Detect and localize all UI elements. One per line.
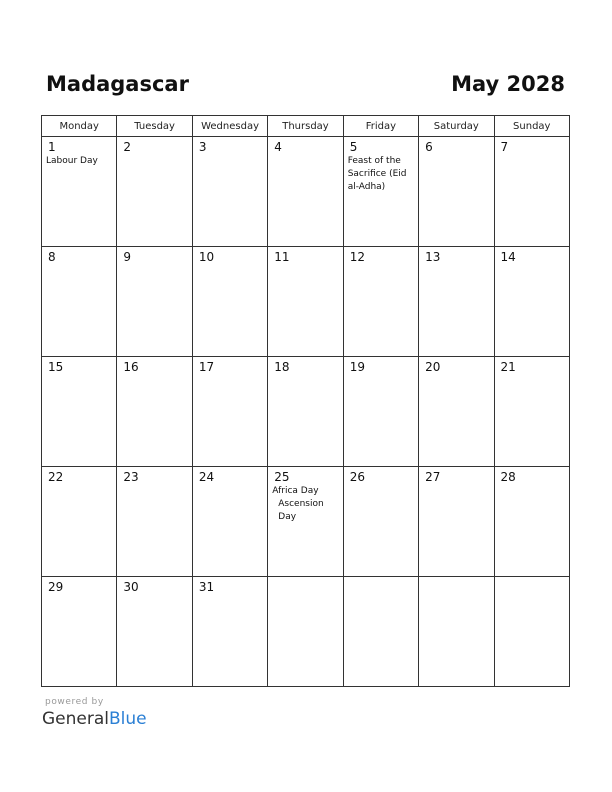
day-cell <box>268 467 343 577</box>
weekday-header: Friday <box>343 116 418 137</box>
day-cell <box>268 357 343 467</box>
weekday-header-row <box>42 116 570 137</box>
day-number: 19 <box>349 360 365 374</box>
day-number: 28 <box>500 470 516 484</box>
day-number: 4 <box>274 140 282 154</box>
holiday-label: Feast of the Sacrifice (Eid al-Adha) <box>347 156 407 192</box>
weekday-header: Thursday <box>268 116 343 137</box>
week-row <box>42 357 570 467</box>
day-cell <box>268 247 343 357</box>
day-number: 12 <box>349 250 365 264</box>
day-number: 2 <box>123 140 132 154</box>
day-number: 25 <box>274 470 290 484</box>
day-number: 23 <box>123 470 139 484</box>
weekday-header: Monday <box>42 116 117 137</box>
generalblue-logo <box>42 708 147 730</box>
day-number: 17 <box>198 360 215 374</box>
day-cell <box>494 357 569 467</box>
day-cell <box>42 467 117 577</box>
holiday-label: Africa Day <box>272 486 319 496</box>
day-number: 30 <box>123 580 139 594</box>
day-number: 22 <box>48 470 64 484</box>
day-cell <box>192 357 267 467</box>
day-cell <box>117 357 192 467</box>
powered-by-text: powered by <box>45 697 104 707</box>
day-number: 31 <box>198 580 215 594</box>
day-cell <box>419 357 494 467</box>
day-number: 11 <box>274 250 290 264</box>
day-cell-empty <box>494 577 569 687</box>
day-number: 3 <box>198 140 207 154</box>
logo-text-blue: Blue <box>109 709 147 729</box>
day-cell <box>419 467 494 577</box>
weekday-header: Tuesday <box>117 116 192 137</box>
week-row <box>42 577 570 687</box>
day-number: 14 <box>500 250 516 264</box>
day-number: 20 <box>425 360 441 374</box>
day-events <box>268 484 342 524</box>
day-cell <box>42 137 117 247</box>
day-cell <box>494 247 569 357</box>
day-cell <box>42 357 117 467</box>
day-cell <box>117 247 192 357</box>
day-cell <box>268 137 343 247</box>
day-cell <box>419 247 494 357</box>
calendar-grid <box>41 115 570 687</box>
day-cell <box>419 137 494 247</box>
day-number: 5 <box>349 140 358 154</box>
brand-footer <box>42 696 147 730</box>
day-number: 9 <box>123 250 132 264</box>
day-number: 8 <box>48 250 56 264</box>
day-cell-empty <box>343 577 418 687</box>
day-cell-empty <box>419 577 494 687</box>
logo-text-general: General <box>42 709 109 729</box>
day-cell <box>117 467 192 577</box>
day-events <box>42 154 116 168</box>
day-events <box>344 154 418 194</box>
day-cell <box>494 137 569 247</box>
day-number: 10 <box>198 250 215 264</box>
week-row <box>42 467 570 577</box>
day-number: 7 <box>500 140 509 154</box>
day-cell <box>192 137 267 247</box>
day-cell <box>42 577 117 687</box>
day-number: 15 <box>48 360 64 374</box>
day-cell <box>494 467 569 577</box>
holiday-label: Ascension Day <box>278 499 324 522</box>
weekday-header: Saturday <box>419 116 494 137</box>
day-cell <box>192 467 267 577</box>
day-number: 26 <box>349 470 365 484</box>
day-cell-empty <box>268 577 343 687</box>
day-number: 1 <box>48 140 56 154</box>
day-number: 6 <box>425 140 433 154</box>
day-cell <box>117 137 192 247</box>
week-row <box>42 137 570 247</box>
holiday-label: Labour Day <box>46 156 98 166</box>
day-number: 16 <box>123 360 139 374</box>
day-number: 27 <box>425 470 441 484</box>
weekday-header: Wednesday <box>192 116 267 137</box>
day-number: 21 <box>500 360 516 374</box>
day-cell <box>343 467 418 577</box>
day-cell <box>192 247 267 357</box>
weekday-header: Sunday <box>494 116 569 137</box>
day-cell <box>192 577 267 687</box>
day-cell <box>343 247 418 357</box>
day-number: 18 <box>274 360 290 374</box>
page-title-month: May 2028 <box>451 72 565 96</box>
day-number: 24 <box>198 470 215 484</box>
day-cell <box>343 137 418 247</box>
week-row <box>42 247 570 357</box>
day-number: 13 <box>425 250 441 264</box>
page-title-country: Madagascar <box>46 72 189 96</box>
day-number: 29 <box>48 580 64 594</box>
day-cell <box>343 357 418 467</box>
day-cell <box>117 577 192 687</box>
day-cell <box>42 247 117 357</box>
